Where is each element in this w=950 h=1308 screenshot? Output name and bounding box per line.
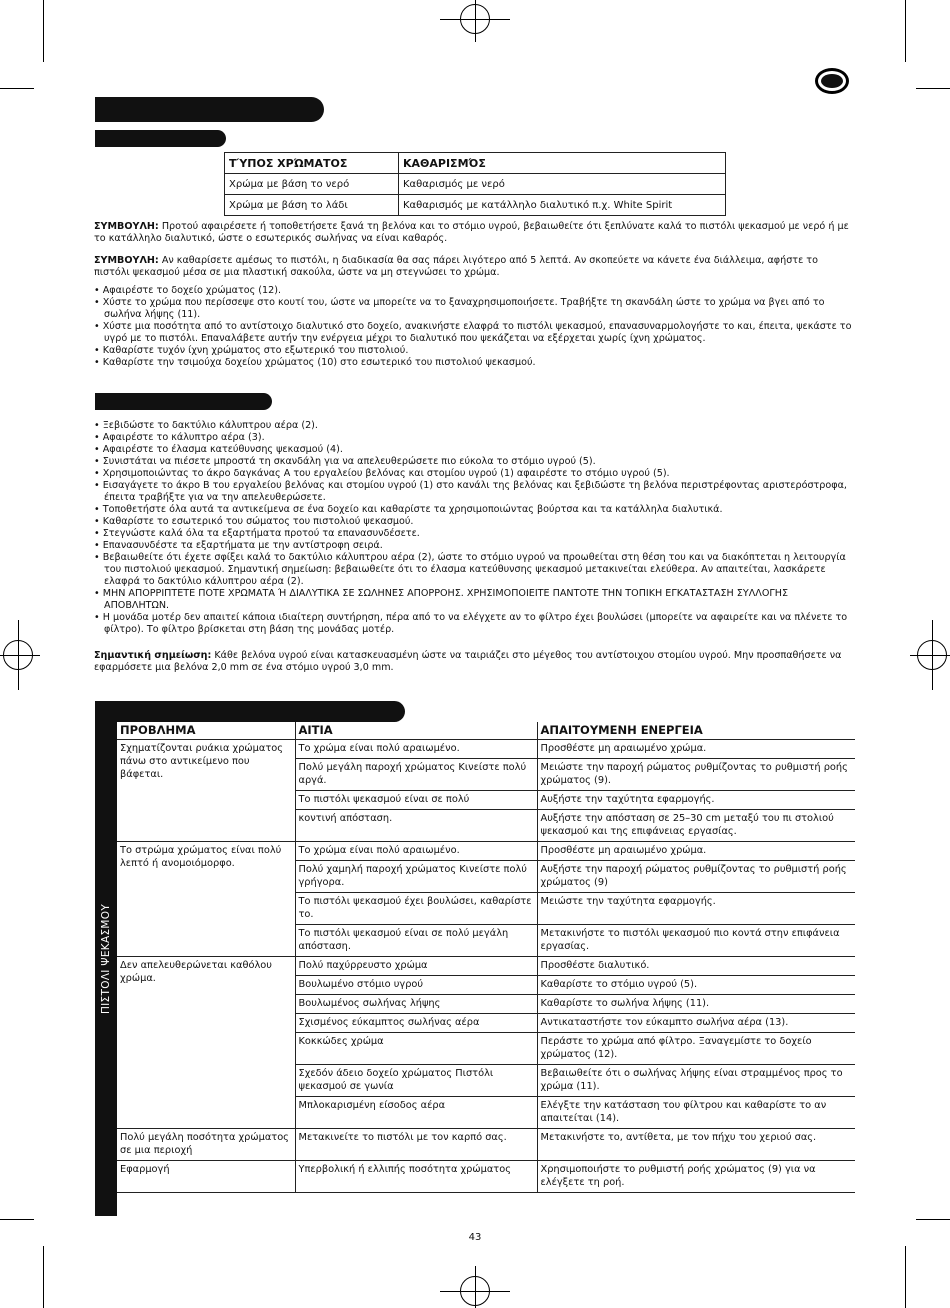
crop-mark [932, 620, 933, 690]
table-cell: Χρώμα με βάση το λάδι [225, 195, 399, 216]
maintenance-steps [94, 420, 854, 636]
cause-cell: Σχισμένος εύκαμπτος σωλήνας αέρα [295, 1014, 537, 1033]
important-note [94, 650, 854, 674]
troubleshooting-table [117, 722, 855, 1193]
cause-cell: Κοκκώδες χρώμα [295, 1033, 537, 1065]
action-cell: Ελέγξτε την κατάσταση του φίλτρου και καθαρίστε το αν απαιτείται (14). [537, 1097, 855, 1129]
cause-header: ΑΙΤΙΑ [295, 722, 537, 740]
action-cell: Μετακινήστε το πιστόλι ψεκασμού πιο κοντά στην επιφάνεια εργασίας. [537, 925, 855, 957]
list-item: • Χύστε το χρώμα που περίσσεψε στο κουτί του, ώστε να μπορείτε να το ξαναχρησιμοποιήσετε. Τραβήξτε τη σκανδάλη ώστε το χρώμα να βγει από το σωλήνα λήψης (11). [94, 297, 854, 321]
action-cell: Αντικαταστήστε τον εύκαμπτο σωλήνα αέρα (13). [537, 1014, 855, 1033]
table-row [117, 1129, 855, 1161]
table-header-row [117, 722, 855, 740]
list-item: • Αφαιρέστε το δοχείο χρώματος (12). [94, 285, 854, 297]
crop-mark [905, 0, 906, 62]
list-item: • ΜΗΝ ΑΠΟΡΡΙΠΤΕΤΕ ΠΟΤΕ ΧΡΩΜΑΤΑ Ή ΔΙΑΛΥΤΙΚΑ ΣΕ ΣΩΛΗΝΕΣ ΑΠΟΡΡΟΗΣ. ΧΡΗΣΙΜΟΠΟΙΕΙΤΕ ΠΑΝΤΟΤΕ ΤΗΝ ΤΟΠΙΚΗ ΕΓΚΑΤΑΣΤΑΣΗ ΣΥΛΛΟΓΗΣ ΑΠΟΒΛΗΤΩΝ. [94, 588, 854, 612]
tip-label: ΣΥΜΒΟΥΛΗ: [94, 221, 159, 232]
cause-cell: Μετακινείτε το πιστόλι με τον καρπό σας. [295, 1129, 537, 1161]
list-item: • Στεγνώστε καλά όλα τα εξαρτήματα προτού τα επανασυνδέσετε. [94, 528, 854, 540]
list-item: • Χρησιμοποιώντας το άκρο δαγκάνας Α του εργαλείου βελόνας και στομίου υγρού (1) αφαιρέστε το στόμιο υγρού (5). [94, 468, 854, 480]
cause-cell: Το πιστόλι ψεκασμού είναι σε πολύ [295, 791, 537, 810]
note-text: Κάθε βελόνα υγρού είναι κατασκευασμένη ώστε να ταιριάζει στο μέγεθος του αντίστοιχου στομίου υγρού. Μην προσπαθήσετε να εφαρμόσετε μια βελόνα 2,0 mm σε ένα στόμιο υγρού 3,0 mm. [94, 650, 842, 673]
action-cell: Καθαρίστε το σωλήνα λήψης (11). [537, 995, 855, 1014]
crop-mark [440, 1291, 510, 1292]
action-cell: Αυξήστε την ταχύτητα εφαρμογής. [537, 791, 855, 810]
crop-mark [0, 655, 40, 656]
action-cell: Αυξήστε την απόσταση σε 25–30 cm μεταξύ του πι στολιού ψεκασμού και της επιφάνειας εργασίας. [537, 810, 855, 842]
action-cell: Περάστε το χρώμα από φίλτρο. Ξαναγεμίστε το δοχείο χρώματος (12). [537, 1033, 855, 1065]
crop-mark [475, 0, 476, 42]
side-label-text: ΠΙΣΤΟΛΙ ΨΕΚΑΣΜΟΥ [100, 903, 112, 1014]
list-item: • Επανασυνδέστε τα εξαρτήματα με την αντίστροφη σειρά. [94, 540, 854, 552]
crop-mark [905, 1246, 906, 1308]
list-item: • Εισαγάγετε το άκρο Β του εργαλείου βελόνας και στομίου υγρού (1) στο κανάλι της βελόνας και ξεβιδώστε τη βελόνα περιστρέφοντας αριστερόστροφα, έπειτα τραβήξτε για να την απελευθερώσετε. [94, 480, 854, 504]
action-cell: Καθαρίστε το στόμιο υγρού (5). [537, 976, 855, 995]
crop-mark [43, 0, 44, 62]
list-item: • Αφαιρέστε το έλασμα κατεύθυνσης ψεκασμού (4). [94, 444, 854, 456]
crop-mark [0, 1219, 34, 1220]
cause-cell: Το πιστόλι ψεκασμού έχει βουλώσει, καθαρίστε το. [295, 893, 537, 925]
list-item: • Βεβαιωθείτε ότι έχετε σφίξει καλά το δακτύλιο κάλυπτρου αέρα (2), ώστε το στόμιο υγρού να προωθείται στη θέση του και να διακόπτεται η λειτουργία του πιστολιού ψεκασμού. Σημαντική σημείωση: βεβαιωθείτε ότι το έλασμα κατεύθυνσης ψεκασμού μετακινείται ελεύθερα. Αν απαιτείται, λασκάρετε ελαφρά το δακτύλιο κάλυπτρου αέρα (2). [94, 552, 854, 588]
crop-mark [18, 620, 19, 690]
paint-type-header: ΤΎΠΟΣ ΧΡΏΜΑΤΟΣ [225, 153, 399, 174]
action-cell: Χρησιμοποιήστε το ρυθμιστή ροής χρώματος (9) για να ελέγξετε τη ροή. [537, 1161, 855, 1193]
crop-mark [43, 1246, 44, 1308]
table-cell: Καθαρισμός με κατάλληλο διαλυτικό π.χ. White Spirit [399, 195, 726, 216]
table-row [225, 195, 726, 216]
crop-mark [475, 1266, 476, 1308]
cause-cell: Το χρώμα είναι πολύ αραιωμένο. [295, 842, 537, 861]
table-row [117, 842, 855, 861]
tip-text: Αν καθαρίσετε αμέσως το πιστόλι, η διαδικασία θα σας πάρει λιγότερο από 5 λεπτά. Αν σκοπεύετε να κάνετε ένα διάλλειμα, αφήστε το πιστόλι ψεκασμού μέσα σε μια πλαστική σακούλα, ώστε να μη στεγνώσει το χρώμα. [94, 255, 818, 278]
cause-cell: κοντινή απόσταση. [295, 810, 537, 842]
problem-cell: Δεν απελευθερώνεται καθόλου χρώμα. [117, 957, 295, 1129]
table-row [225, 174, 726, 195]
problem-cell: Το στρώμα χρώματος είναι πολύ λεπτό ή ανομοιόμορφο. [117, 842, 295, 957]
action-cell: Βεβαιωθείτε ότι ο σωλήνας λήψης είναι στραμμένος προς το χρώμα (11). [537, 1065, 855, 1097]
list-item: • Καθαρίστε το εσωτερικό του σώματος του πιστολιού ψεκασμού. [94, 516, 854, 528]
list-item: • Καθαρίστε τυχόν ίχνη χρώματος στο εξωτερικό του πιστολιού. [94, 345, 854, 357]
cause-cell: Σχεδόν άδειο δοχείο χρώματος Πιστόλι ψεκασμού σε γωνία [295, 1065, 537, 1097]
problem-header: ΠΡΟΒΛΗΜΑ [117, 722, 295, 740]
table-cell: Χρώμα με βάση το νερό [225, 174, 399, 195]
cause-cell: Βουλωμένος σωλήνας λήψης [295, 995, 537, 1014]
cleaning-header: ΚΑΘΑΡΙΣΜΌΣ [399, 153, 726, 174]
action-cell: Προσθέστε μη αραιωμένο χρώμα. [537, 842, 855, 861]
cause-cell: Μπλοκαρισμένη είσοδος αέρα [295, 1097, 537, 1129]
action-cell: Αυξήστε την παροχή ρώματος ρυθμίζοντας το ρυθμιστή ροής χρώματος (9) [537, 861, 855, 893]
section-heading-bar [95, 97, 324, 122]
list-item: • Τοποθετήστε όλα αυτά τα αντικείμενα σε ένα δοχείο και καθαρίστε τα χρησιμοποιώντας βούρτσα και τα κατάλληλα διαλυτικά. [94, 504, 854, 516]
page-number: 43 [468, 1232, 482, 1243]
list-item: • Συνιστάται να πιέσετε μπροστά τη σκανδάλη για να απελευθερώσετε πιο εύκολα το στόμιο υγρού (5). [94, 456, 854, 468]
cause-cell: Πολύ μεγάλη παροχή χρώματος Κινείστε πολύ αργά. [295, 759, 537, 791]
action-cell: Μειώστε την παροχή ρώματος ρυθμίζοντας το ρυθμιστή ροής χρώματος (9). [537, 759, 855, 791]
crop-mark [916, 1219, 950, 1220]
table-cell: Καθαρισμός με νερό [399, 174, 726, 195]
cause-cell: Βουλωμένο στόμιο υγρού [295, 976, 537, 995]
subsection-heading-bar [95, 393, 272, 410]
table-row [117, 1161, 855, 1193]
cause-cell: Πολύ παχύρρευστο χρώμα [295, 957, 537, 976]
tip-text: Προτού αφαιρέσετε ή τοποθετήσετε ξανά τη βελόνα και το στόμιο υγρού, βεβαιωθείτε ότι ξεπλύνατε καλά το πιστόλι ψεκασμού με νερό ή με το κατάλληλο διαλυτικό, ώστε ο εσωτερικός σωλήνας να είναι καθαρός. [94, 221, 849, 244]
list-item: • Χύστε μια ποσότητα από το αντίστοιχο διαλυτικό στο δοχείο, ανακινήστε ελαφρά το πιστόλι ψεκασμού, επανασυναρμολογήστε το και, έπειτα, ψεκάστε το υγρό με το πιστόλι. Επαναλάβετε αυτήν την ενέργεια μέχρι το διαλυτικό που ψεκάζεται να εξέρχεται χωρίς ίχνη χρώματος. [94, 321, 854, 345]
subsection-heading-bar [95, 130, 226, 147]
list-item: • Καθαρίστε την τσιμούχα δοχείου χρώματος (10) στο εσωτερικό του πιστολιού ψεκασμού. [94, 357, 854, 369]
action-header: ΑΠΑΙΤΟΥΜΕΝΗ ΕΝΕΡΓΕΙΑ [537, 722, 855, 740]
problem-cell: Πολύ μεγάλη ποσότητα χρώματος σε μια περιοχή [117, 1129, 295, 1161]
tip-paragraph [94, 221, 854, 245]
problem-cell: Εφαρμογή [117, 1161, 295, 1193]
list-item: • Η μονάδα μοτέρ δεν απαιτεί κάποια ιδιαίτερη συντήρηση, πέρα από το να ελέγχετε αν το φίλτρο έχει βουλώσει (μπορείτε να αφαιρείτε και να πλένετε το φίλτρο). Το φίλτρο βρίσκεται στη βάση της μονάδας μοτέρ. [94, 612, 854, 636]
cause-cell: Το χρώμα είναι πολύ αραιωμένο. [295, 740, 537, 759]
cause-cell: Το πιστόλι ψεκασμού είναι σε πολύ μεγάλη απόσταση. [295, 925, 537, 957]
crop-mark [916, 88, 950, 89]
note-label: Σημαντική σημείωση: [94, 650, 212, 661]
language-flag-icon [815, 68, 849, 94]
side-section-label [95, 701, 117, 1216]
tip-paragraph [94, 255, 854, 279]
cleaning-steps [94, 285, 854, 369]
crop-mark [440, 19, 510, 20]
crop-mark [910, 655, 950, 656]
table-header-row [225, 153, 726, 174]
action-cell: Προσθέστε μη αραιωμένο χρώμα. [537, 740, 855, 759]
table-row [117, 957, 855, 976]
action-cell: Μετακινήστε το, αντίθετα, με τον πήχυ του χεριού σας. [537, 1129, 855, 1161]
list-item: • Αφαιρέστε το κάλυπτρο αέρα (3). [94, 432, 854, 444]
crop-mark [0, 88, 34, 89]
tip-label: ΣΥΜΒΟΥΛΗ: [94, 255, 159, 266]
cause-cell: Πολύ χαμηλή παροχή χρώματος Κινείστε πολύ γρήγορα. [295, 861, 537, 893]
section-heading-bar [117, 701, 405, 722]
cleaning-table [224, 152, 726, 216]
table-row [117, 740, 855, 759]
problem-cell: Σχηματίζονται ρυάκια χρώματος πάνω στο αντικείμενο που βάφεται. [117, 740, 295, 842]
cause-cell: Υπερβολική ή ελλιπής ποσότητα χρώματος [295, 1161, 537, 1193]
action-cell: Προσθέστε διαλυτικό. [537, 957, 855, 976]
list-item: • Ξεβιδώστε το δακτύλιο κάλυπτρου αέρα (2). [94, 420, 854, 432]
action-cell: Μειώστε την ταχύτητα εφαρμογής. [537, 893, 855, 925]
